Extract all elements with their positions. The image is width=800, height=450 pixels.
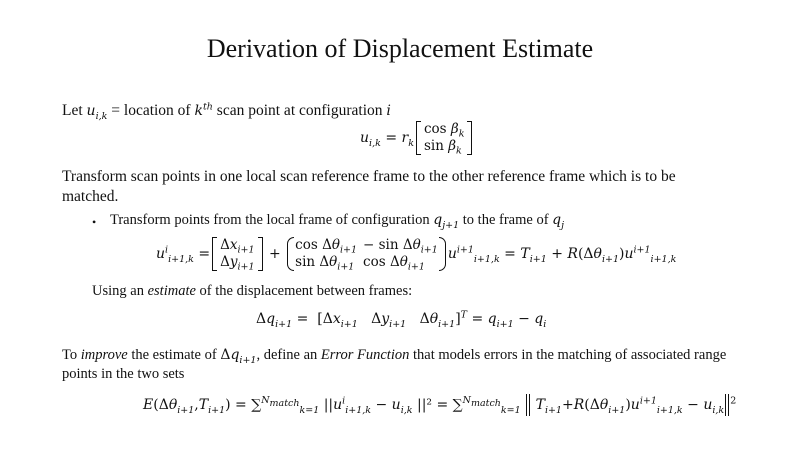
displacement-equation: $\Delta q_{i+1} = [\Delta x_{i+1}$ $\Delta y_{i+1}$ $\Delta\theta_{i+1}]^T = q_{i+1} - q_i$	[256, 309, 547, 330]
improve-text-cont: points in the two sets	[62, 366, 185, 382]
direction-vector: $\cos \beta_k$ $\sin \beta_k$	[416, 121, 473, 155]
estimate-text: Using an estimate of the displacement between frames:	[92, 283, 413, 299]
bullet-prefix: Transform points from the local frame of configuration	[110, 212, 434, 228]
improve-text: To improve the estimate of $\Delta q_{i+1}$, define an Error Function that models errors in the matching of associated range	[62, 347, 727, 366]
transform-text: Transform scan points in one local scan reference frame to the other reference frame which is to be	[62, 168, 676, 185]
i-symbol: i	[386, 103, 391, 119]
bullet-icon: •	[92, 215, 97, 229]
u-ik-symbol: $u_{i,k}$	[86, 103, 108, 122]
definition-line	[62, 102, 391, 120]
bullet-text: Transform points from the local frame of configuration $q_{j+1}$ to the frame of $q_j$	[110, 212, 565, 231]
slide-title: Derivation of Displacement Estimate	[206, 34, 594, 63]
let-label: Let	[62, 102, 87, 119]
transform-text-cont: matched.	[62, 188, 119, 205]
bullet-mid: to the frame of	[459, 212, 553, 228]
scan-point-label: scan point at configuration	[212, 102, 387, 119]
error-function-equation: $E(\Delta\theta_{i+1},T_{i+1}) = \sum^{N_{match}}_{k=1}$ $||u^i_{i+1,k} - u_{i,k}$ ||² = ∑$^{N_{match}}_{k=1}$ $T_{i+1}+R(\Delta\theta_{i+1})u^{i+1}_{i+1,k} - u_{i,k}^2$	[143, 395, 737, 416]
location-label: = location of	[107, 102, 195, 119]
transform-equation: $u^i_{i+1,k}$ = $\Delta x_{i+1}$ $\Delta y_{i+1}$ + $\cos \Delta\theta_{i+1}$ − $\sin \Delta\theta_{i+1}$ $\sin \Delta\theta_{i+1}$ $\cos \Delta\theta_{i+1}$ $u^{i+1}_{i+1,k} = T_{i+1} + R(\Delta\theta_{i+1})u^{i+1}_{i+1,k}$	[156, 237, 677, 273]
rotation-matrix: $\cos \Delta\theta_{i+1}$ − $\sin \Delta\theta_{i+1}$ $\sin \Delta\theta_{i+1}$ $\cos \Delta\theta_{i+1}$	[287, 237, 446, 271]
scan-point-equation: $u_{i,k} = r_k$ $\cos \beta_k$ $\sin \beta_k$	[360, 121, 474, 155]
k-th-symbol: $k^{th}$	[194, 101, 213, 119]
